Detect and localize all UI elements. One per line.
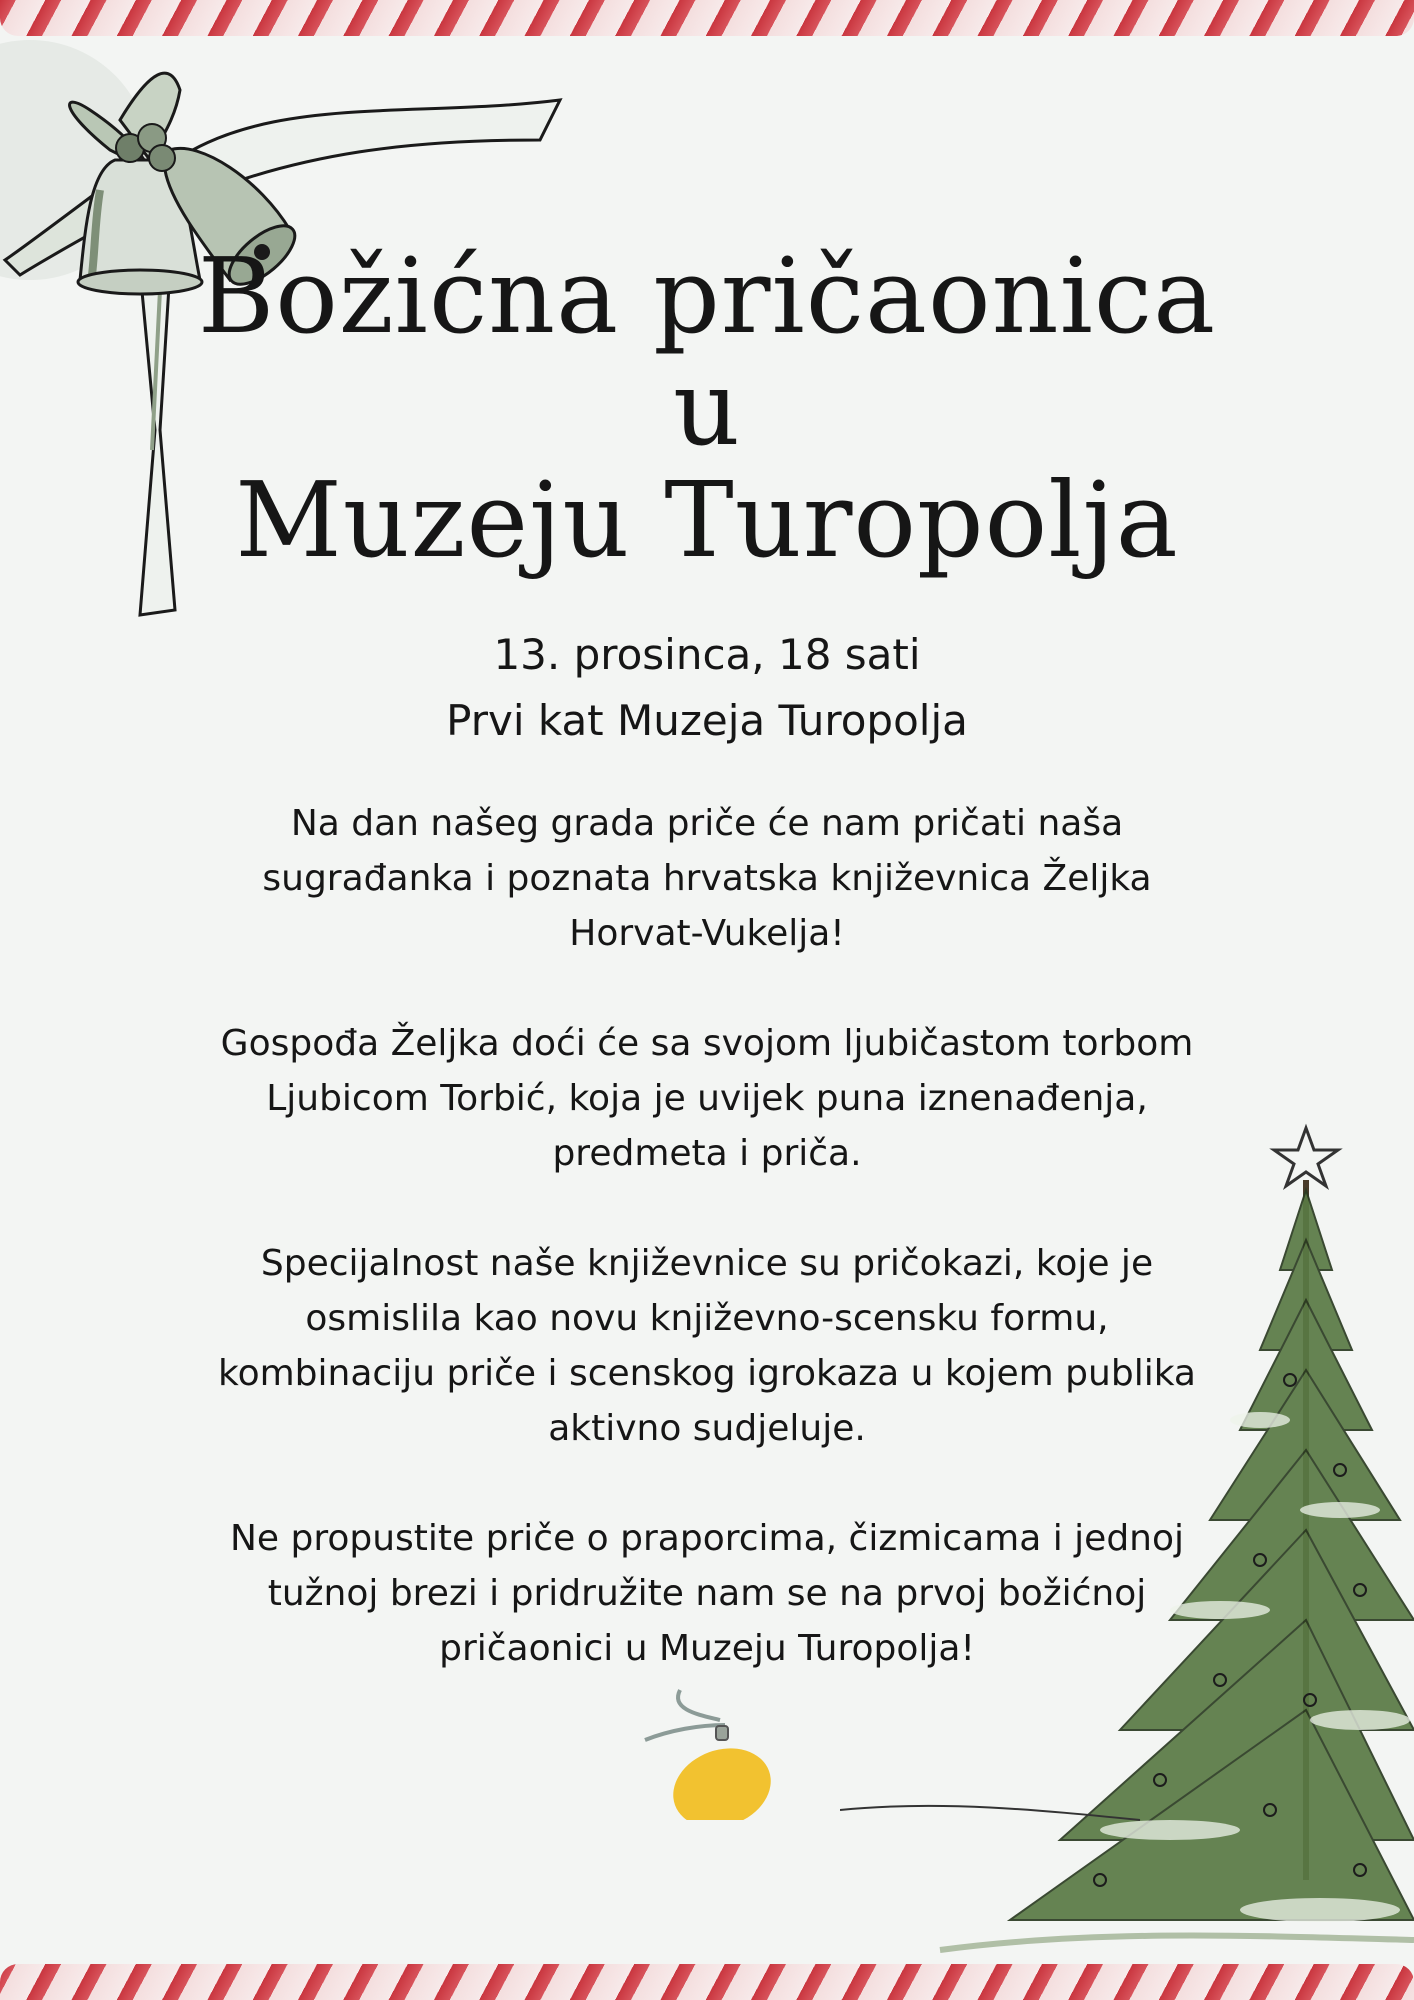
ornament-icon — [640, 1680, 780, 1820]
christmas-tree-icon — [840, 1120, 1414, 1964]
title-line-1: Božićna pričaonica — [197, 235, 1217, 357]
paragraph-4: Ne propustite priče o praporcima, čizmicama i jednoj tužnoj brezi i pridružite nam se na prvoj božićnoj pričaonici u Muzeju Turopolja! — [229, 1518, 1185, 1669]
event-location: Prvi kat Muzeja Turopolja — [446, 696, 968, 745]
paragraph-1: Na dan našeg grada priče će nam pričati naša sugrađanka i poznata hrvatska književnica Željka Horvat-Vukelja! — [262, 803, 1152, 954]
event-details — [120, 622, 1294, 754]
page-title — [120, 235, 1294, 581]
paragraph-3: Specijalnost naše književnice su pričokazi, koje je osmislila kao novu književno-scensku formu, kombinaciju priče i scenskog igrokaza u kojem publika aktivno sudjeluje. — [218, 1243, 1196, 1449]
event-date-time: 13. prosinca, 18 sati — [493, 630, 921, 679]
paragraph-2: Gospođa Željka doći će sa svojom ljubičastom torbom Ljubicom Torbić, koja je uvijek puna iznenađenja, predmeta i priča. — [220, 1023, 1194, 1174]
title-line-2: u — [673, 347, 741, 469]
bottom-candy-stripe-border — [0, 1964, 1414, 2000]
title-line-3: Muzeju Turopolja — [235, 459, 1179, 581]
